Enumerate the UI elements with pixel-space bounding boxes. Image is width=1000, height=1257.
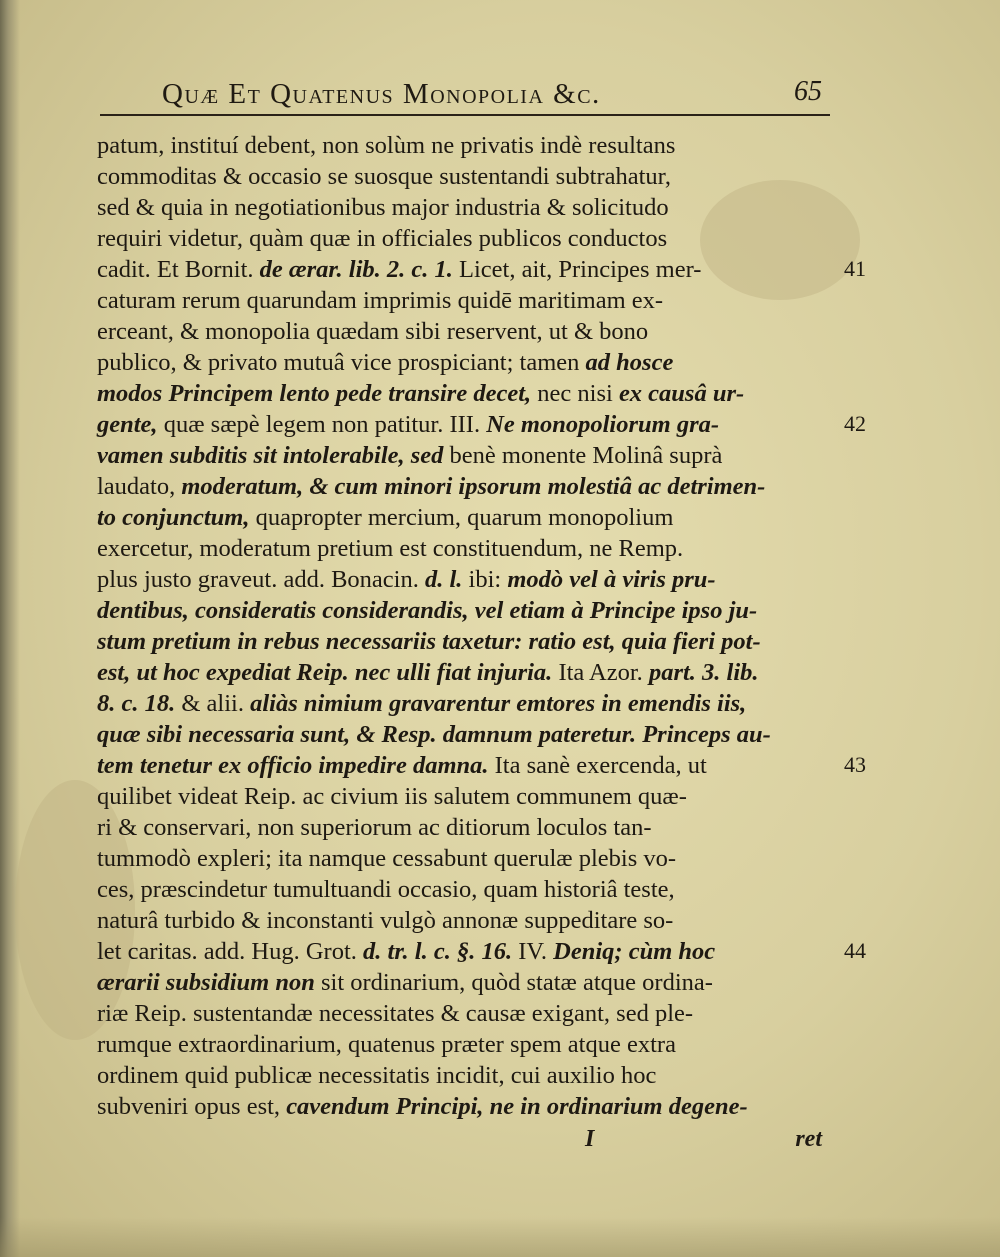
italic-text: de ærar. lib. 2. c. 1.	[259, 256, 453, 283]
italic-text: to conjunctum,	[97, 504, 250, 531]
italic-text: Ne monopoliorum gra-	[486, 411, 720, 438]
roman-text: quilibet videat Reip. ac civium iis salutem communem quæ-	[97, 783, 687, 810]
text-line	[97, 440, 822, 471]
italic-text: modò vel à viris pru-	[507, 566, 716, 593]
roman-text: sit ordinarium, quòd statæ atque ordina-	[314, 969, 713, 996]
roman-text: Licet, ait, Principes mer-	[452, 256, 702, 283]
roman-text: Ita Azor.	[552, 659, 649, 686]
text-line	[97, 564, 822, 595]
text-line	[97, 471, 822, 502]
roman-text: rumque extraordinarium, quatenus præter spem atque extra	[97, 1031, 676, 1058]
italic-text: 8. c. 18.	[97, 690, 176, 717]
text-line	[97, 533, 822, 564]
italic-text: modos Principem lento pede transire decet,	[97, 380, 532, 407]
text-line	[97, 316, 822, 347]
text-line	[97, 874, 822, 905]
italic-text: moderatum, & cum minori ipsorum molestiâ ac detrimen-	[181, 473, 766, 500]
text-line	[97, 1091, 822, 1122]
body-text	[97, 130, 822, 1122]
italic-text: Deniq; cùm hoc	[553, 938, 716, 965]
roman-text: benè monente Molinâ suprà	[443, 442, 723, 469]
text-line	[97, 254, 822, 285]
italic-text: gente,	[97, 411, 158, 438]
italic-text: ærarii subsidium non	[97, 969, 315, 996]
roman-text: naturâ turbido & inconstanti vulgò annonæ suppeditare so-	[97, 907, 674, 934]
roman-text: quæ sæpè legem non patitur. III.	[157, 411, 487, 438]
text-line	[97, 967, 822, 998]
italic-text: cavendum Principi, ne in ordinarium degene-	[286, 1093, 748, 1120]
roman-text: nec nisi	[531, 380, 619, 407]
roman-text: IV.	[512, 938, 554, 965]
roman-text: let caritas. add. Hug. Grot.	[97, 938, 364, 965]
margin-note-number: 41	[844, 256, 866, 281]
text-line	[97, 1060, 822, 1091]
text-line	[97, 688, 822, 719]
page-footer	[97, 1126, 822, 1158]
roman-text: ces, præscindetur tumultuandi occasio, quam historiâ teste,	[97, 876, 675, 903]
italic-text: stum pretium in rebus necessariis taxetur: ratio est, quia fieri pot-	[97, 628, 761, 655]
text-line	[97, 130, 822, 161]
page-binding-shadow	[0, 0, 20, 1257]
text-line	[97, 378, 822, 409]
roman-text: sed & quia in negotiationibus major industria & solicitudo	[97, 194, 669, 221]
italic-text: est, ut hoc expediat Reip. nec ulli fiat injuria.	[97, 659, 553, 686]
roman-text: commoditas & occasio se suosque sustentandi subtrahatur,	[97, 163, 671, 190]
text-line	[97, 347, 822, 378]
running-title: Quæ Et Quatenus Monopolia &c.	[162, 78, 601, 110]
roman-text: erceant, & monopolia quædam sibi reservent, ut & bono	[97, 318, 649, 345]
italic-text: d. l.	[424, 566, 463, 593]
italic-text: part. 3. lib.	[648, 659, 759, 686]
roman-text: requiri videtur, quàm quæ in officiales publicos conductos	[97, 225, 668, 252]
italic-text: dentibus, consideratis considerandis, vel etiam à Principe ipso ju-	[97, 597, 758, 624]
roman-text: ordinem quid publicæ necessitatis incidit, cui auxilio hoc	[97, 1062, 657, 1089]
text-line	[97, 936, 822, 967]
roman-text: subveniri opus est,	[97, 1093, 287, 1120]
margin-note-number: 44	[844, 938, 866, 963]
roman-text: ibi:	[462, 566, 508, 593]
roman-text: exercetur, moderatum pretium est constituendum, ne Remp.	[97, 535, 684, 562]
roman-text: caturam rerum quarundam imprimis quidē maritimam ex-	[97, 287, 664, 314]
italic-text: tem tenetur ex officio impedire damna.	[97, 752, 489, 779]
roman-text: plus justo graveut. add. Bonacin.	[97, 566, 425, 593]
roman-text: riæ Reip. sustentandæ necessitates & causæ exigant, sed ple-	[97, 1000, 694, 1027]
roman-text: & alii.	[175, 690, 251, 717]
roman-text: publico, & privato mutuâ vice prospiciant; tamen	[97, 349, 586, 376]
text-line	[97, 998, 822, 1029]
text-line	[97, 719, 822, 750]
text-line	[97, 657, 822, 688]
margin-note-number: 42	[844, 411, 866, 436]
page-number: 65	[794, 76, 822, 107]
italic-text: ad hosce	[585, 349, 674, 376]
text-line	[97, 502, 822, 533]
italic-text: d. tr. l. c. §. 16.	[363, 938, 513, 965]
text-line	[97, 161, 822, 192]
roman-text: tummodò expleri; ita namque cessabunt querulæ plebis vo-	[97, 845, 677, 872]
roman-text: ri & conservari, non superiorum ac ditiorum loculos tan-	[97, 814, 652, 841]
catchword: ret	[795, 1126, 822, 1152]
margin-note-number: 43	[844, 752, 866, 777]
roman-text: laudato,	[97, 473, 182, 500]
italic-text: vamen subditis sit intolerabile, sed	[97, 442, 444, 469]
roman-text: quapropter mercium, quarum monopolium	[249, 504, 674, 531]
italic-text: quæ sibi necessaria sunt, & Resp. damnum pateretur. Princeps au-	[97, 721, 771, 748]
text-line	[97, 192, 822, 223]
page-bottom-shadow	[0, 1217, 1000, 1257]
text-line	[97, 595, 822, 626]
text-line	[97, 843, 822, 874]
text-line	[97, 223, 822, 254]
italic-text: ex causâ ur-	[618, 380, 745, 407]
roman-text: Ita sanè exercenda, ut	[488, 752, 707, 779]
signature-mark: I	[585, 1126, 595, 1152]
text-line	[97, 285, 822, 316]
text-line	[97, 626, 822, 657]
text-line	[97, 750, 822, 781]
text-line	[97, 409, 822, 440]
text-line	[97, 905, 822, 936]
roman-text: cadit. Et Bornit.	[97, 256, 260, 283]
page-header	[100, 78, 830, 116]
text-line	[97, 781, 822, 812]
roman-text: patum, instituí debent, non solùm ne privatis indè resultans	[97, 132, 676, 159]
text-line	[97, 812, 822, 843]
text-line	[97, 1029, 822, 1060]
italic-text: aliàs nimium gravarentur emtores in emendis iis,	[250, 690, 747, 717]
